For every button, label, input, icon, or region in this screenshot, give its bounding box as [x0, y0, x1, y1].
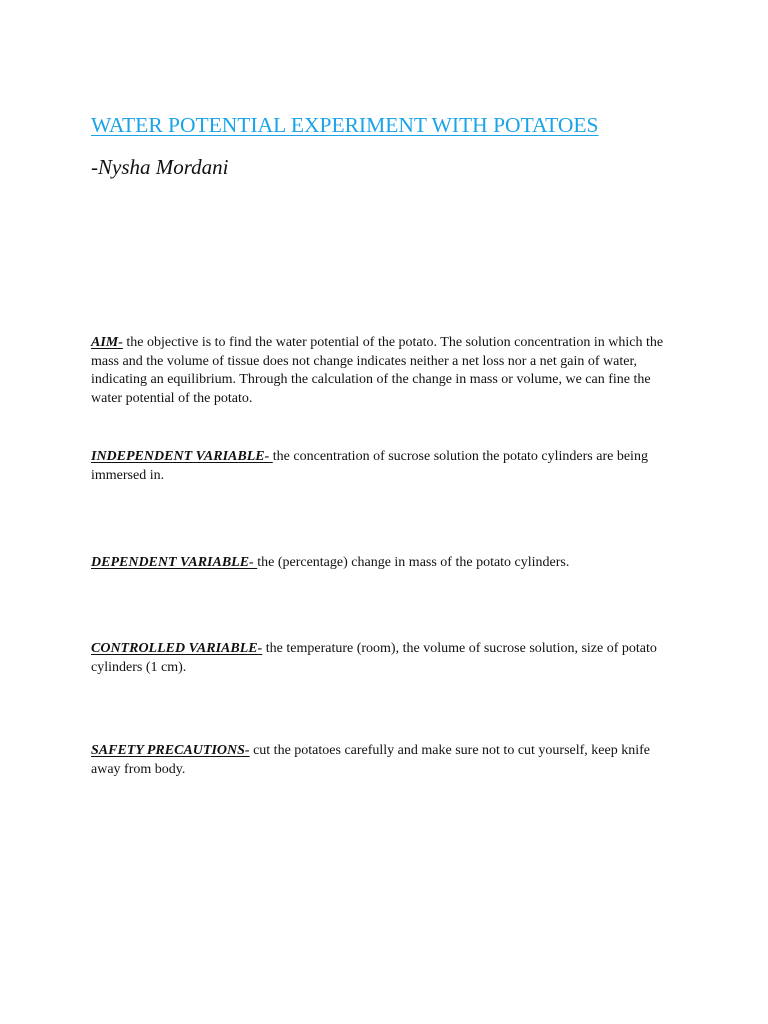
aim-text: the objective is to find the water potential of the potato. The solution concentration in which the mass and the volume of tissue does not change indicates neither a net loss nor a net gain of water, indicating an equilibrium. Through the calculation of the change in mass or volume, we can fine the water potential of the potato.	[91, 335, 664, 406]
document-title: WATER POTENTIAL EXPERIMENT WITH POTATOES	[91, 113, 599, 137]
author-name: -Nysha Mordani	[91, 155, 229, 179]
safety-precautions-paragraph	[91, 742, 671, 779]
independent-variable-label: INDEPENDENT VARIABLE-	[91, 449, 273, 464]
dependent-variable-label: DEPENDENT VARIABLE-	[91, 555, 258, 570]
controlled-variable-label: CONTROLLED VARIABLE-	[91, 641, 263, 656]
independent-variable-paragraph	[91, 448, 671, 485]
controlled-variable-paragraph	[91, 640, 671, 677]
aim-label: AIM-	[91, 335, 123, 350]
independent-variable-text: the concentration of sucrose solution the potato cylinders are being immersed in.	[91, 449, 648, 483]
document-body	[91, 110, 671, 777]
safety-precautions-text: cut the potatoes carefully and make sure not to cut yourself, keep knife away from body.	[91, 743, 650, 777]
dependent-variable-text: the (percentage) change in mass of the potato cylinders.	[257, 555, 570, 570]
controlled-variable-text: the temperature (room), the volume of sucrose solution, size of potato cylinders (1 cm).	[91, 641, 657, 675]
dependent-variable-paragraph	[91, 554, 671, 573]
aim-paragraph	[91, 334, 671, 408]
safety-precautions-label: SAFETY PRECAUTIONS-	[91, 743, 250, 758]
